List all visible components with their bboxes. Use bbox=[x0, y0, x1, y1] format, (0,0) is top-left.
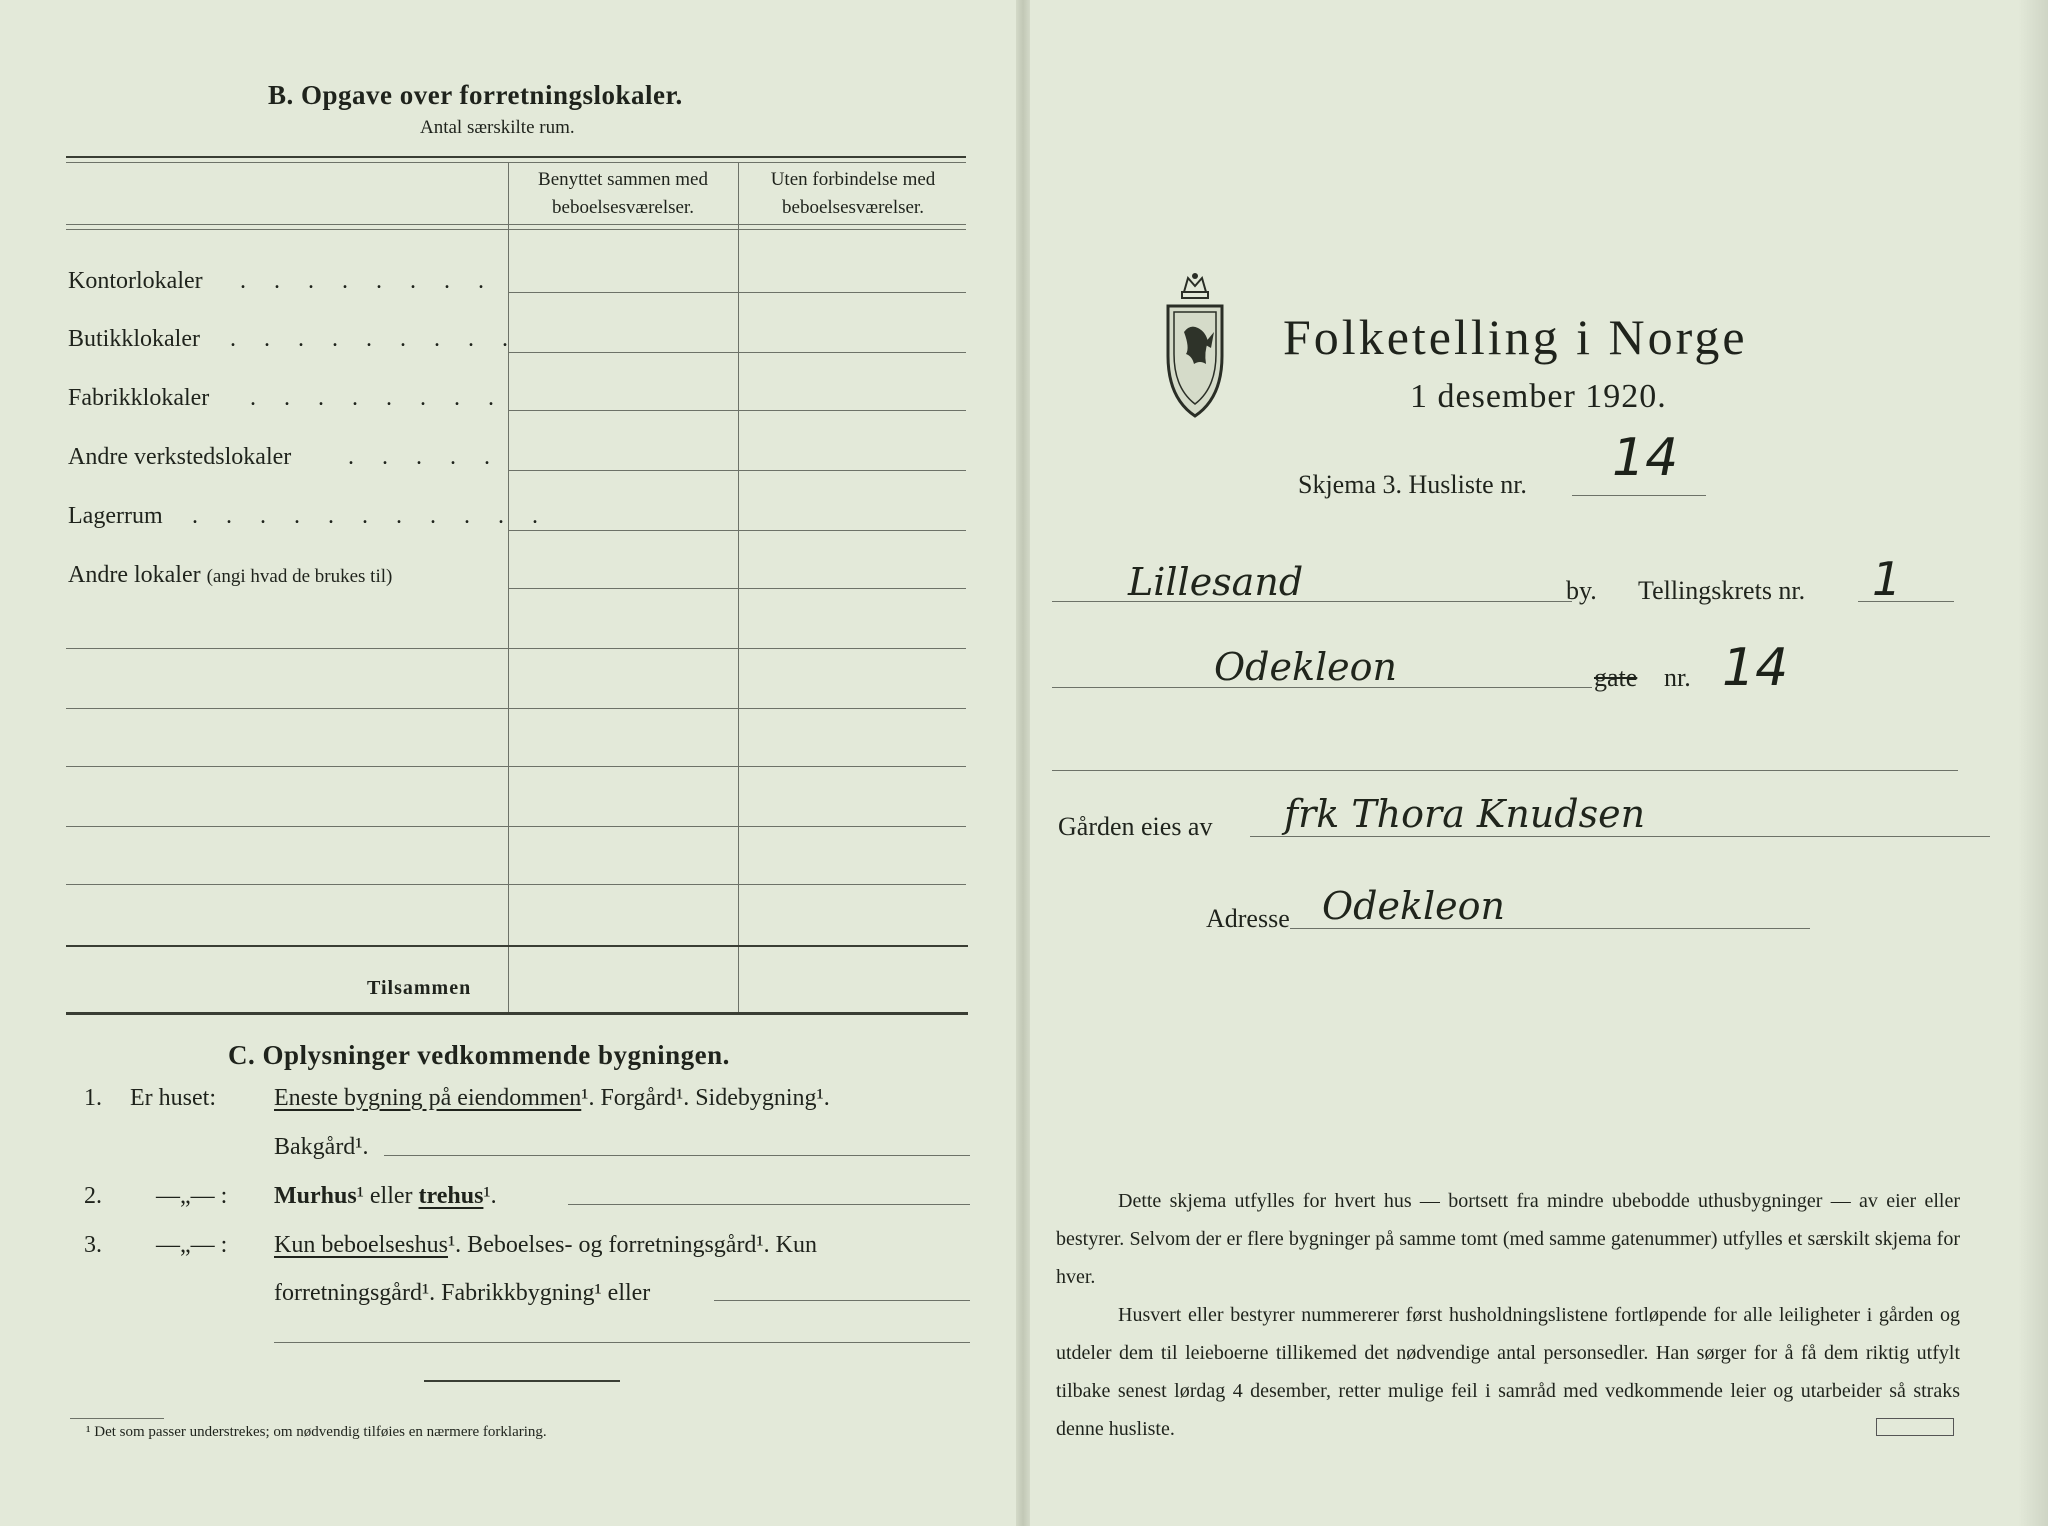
row-label-butikk: Butikklokaler bbox=[68, 326, 200, 352]
item-number: 1. bbox=[84, 1085, 102, 1111]
item-options: Kun beboelseshus¹. Beboelses- og forretningsgård¹. Kun bbox=[274, 1232, 817, 1258]
table-bottom-rule bbox=[66, 1012, 968, 1015]
row-rule bbox=[508, 410, 966, 411]
row-label-verksted: Andre verkstedslokaler bbox=[68, 444, 292, 470]
census-date: 1 desember 1920. bbox=[1410, 378, 1667, 415]
item-options: Eneste bygning på eiendommen¹. Forgård¹. Sidebygning¹. bbox=[274, 1085, 830, 1111]
leader-dots: . . . . . . . . bbox=[250, 385, 505, 411]
row-rule bbox=[508, 588, 966, 589]
fill-line bbox=[714, 1300, 970, 1301]
gate-label: gate bbox=[1594, 663, 1638, 692]
row-rule bbox=[66, 648, 966, 649]
column-header-separate: Uten forbindelse med beboelsesværelser. bbox=[770, 169, 936, 218]
address-label: Adresse bbox=[1206, 904, 1290, 933]
leader-dots: . . . . . . . . bbox=[240, 268, 495, 294]
table-top-rule bbox=[66, 156, 966, 158]
krets-number: 1 bbox=[1872, 552, 1902, 606]
fill-line bbox=[1572, 495, 1706, 496]
row-label-fabrikk: Fabrikklokaler bbox=[68, 385, 210, 411]
item-number: 3. bbox=[84, 1232, 102, 1258]
row-label-kontor: Kontorlokaler bbox=[68, 268, 203, 294]
coat-of-arms-icon bbox=[1160, 270, 1230, 420]
footnote-rule bbox=[70, 1418, 164, 1419]
row-rule bbox=[508, 470, 966, 471]
leader-dots: . . . . . . . . . . . bbox=[192, 503, 549, 529]
item-line2: Bakgård¹. bbox=[274, 1134, 369, 1160]
selected-option: Kun beboelseshus bbox=[274, 1232, 448, 1258]
printer-stamp-icon bbox=[1876, 1418, 1954, 1436]
item-line2: forretningsgård¹. Fabrikkbygning¹ eller bbox=[274, 1280, 651, 1306]
row-rule bbox=[508, 352, 966, 353]
header-bottom-rule-2 bbox=[66, 229, 966, 230]
footnote: ¹ Det som passer understrekes; om nødvendig tilføies en nærmere forklaring. bbox=[86, 1424, 547, 1440]
schema-label: Skjema 3. Husliste nr. bbox=[1298, 470, 1527, 499]
fill-line bbox=[1250, 836, 1990, 837]
item-options: Murhus¹ eller trehus¹. bbox=[274, 1183, 497, 1209]
item-lead: Er huset: bbox=[130, 1085, 216, 1111]
total-top-rule bbox=[66, 945, 968, 947]
row-rule bbox=[508, 292, 966, 293]
row-note: (angi hvad de brukes til) bbox=[206, 566, 393, 587]
street-handwritten: Odekleon bbox=[1214, 645, 1397, 689]
instruction-paragraph-2: Husvert eller bestyrer nummererer først husholdningslistene fortløpende for alle leiligheter i gården og utdeler dem til leieboerne tillikemed det nødvendige antal personsedler. Han sørger for å få dem riktig utfylt tilbake senest lørdag 4 desember, retter mulige feil i samråd med vedkommende leier og utarbeider så straks denne husliste. bbox=[1056, 1304, 1960, 1440]
selected-option: trehus bbox=[418, 1183, 484, 1209]
fill-line bbox=[274, 1342, 970, 1343]
column-header-combined: Benyttet sammen med beboelsesværelser. bbox=[538, 169, 708, 218]
separator-rule bbox=[424, 1380, 620, 1382]
page-edge bbox=[2018, 0, 2048, 1526]
fill-line bbox=[568, 1204, 970, 1205]
street-number: 14 bbox=[1722, 638, 1789, 698]
header-bottom-rule bbox=[66, 224, 966, 225]
fill-line bbox=[384, 1155, 970, 1156]
section-c-title: C. Oplysninger vedkommende bygningen. bbox=[228, 1040, 730, 1070]
owner-handwritten: frk Thora Knudsen bbox=[1284, 792, 1646, 836]
total-label: Tilsammen bbox=[367, 977, 472, 999]
leader-dots: . . . . . bbox=[348, 444, 501, 470]
row-label-lager: Lagerrum bbox=[68, 503, 163, 529]
address-handwritten: Odekleon bbox=[1322, 884, 1505, 928]
town-handwritten: Lillesand bbox=[1128, 560, 1304, 604]
item-number: 2. bbox=[84, 1183, 102, 1209]
town-suffix: by. bbox=[1566, 576, 1597, 605]
left-page bbox=[0, 0, 1020, 1526]
row-label-andre: Andre lokaler (angi hvad de brukes til) bbox=[68, 562, 393, 588]
item-lead: —„— : bbox=[156, 1232, 228, 1258]
row-rule bbox=[508, 530, 966, 531]
row-rule bbox=[66, 884, 966, 885]
leader-dots: . . . . . . . . . bbox=[230, 326, 519, 352]
item-lead: —„— : bbox=[156, 1183, 228, 1209]
fill-line bbox=[1052, 770, 1958, 771]
krets-label: Tellingskrets nr. bbox=[1638, 576, 1806, 605]
fill-line bbox=[1290, 928, 1810, 929]
nr-label: nr. bbox=[1664, 663, 1691, 692]
instruction-paragraph-1: Dette skjema utfylles for hvert hus — bortsett fra mindre ubebodde uthusbygninger — av eier eller bestyrer. Selvom der er flere bygninger på samme tomt (med samme gatenummer) utfylles et særskilt skjema for hver. bbox=[1056, 1190, 1960, 1288]
table-top-rule-2 bbox=[66, 162, 966, 163]
section-b-subtitle: Antal særskilte rum. bbox=[420, 117, 575, 138]
row-rule bbox=[66, 826, 966, 827]
row-rule bbox=[66, 708, 966, 709]
row-rule bbox=[66, 766, 966, 767]
selected-option: Eneste bygning på eiendommen bbox=[274, 1085, 582, 1111]
section-b-title: B. Opgave over forretningslokaler. bbox=[268, 80, 683, 110]
form-title: Folketelling i Norge bbox=[1283, 309, 1748, 365]
owner-label: Gården eies av bbox=[1058, 812, 1213, 841]
husliste-number: 14 bbox=[1612, 428, 1679, 488]
